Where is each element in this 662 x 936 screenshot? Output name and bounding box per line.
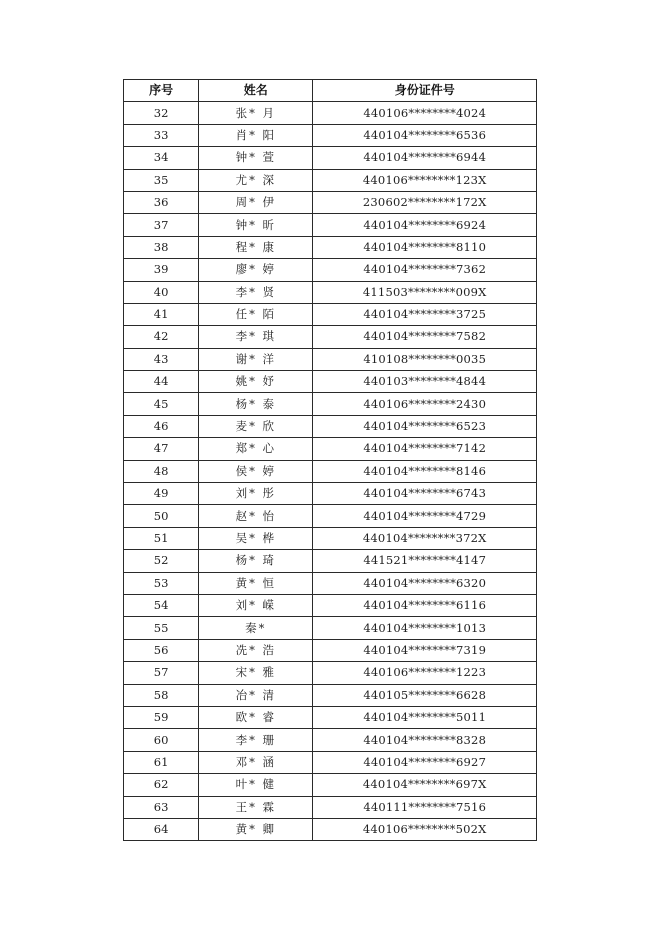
cell-id-number: 440104********6523: [313, 415, 537, 437]
cell-name: 杨* 泰: [199, 393, 313, 415]
cell-id-number: 440104********6944: [313, 147, 537, 169]
cell-id-number: 440106********1223: [313, 662, 537, 684]
table-row: [124, 818, 537, 840]
table-body: [124, 102, 537, 841]
cell-id-number: 440104********3725: [313, 303, 537, 325]
table-row: [124, 214, 537, 236]
table-row: [124, 550, 537, 572]
cell-seq: 40: [124, 281, 199, 303]
cell-id-number: 440103********4844: [313, 371, 537, 393]
table-row: [124, 662, 537, 684]
cell-name: 钟* 萱: [199, 147, 313, 169]
table-row: [124, 483, 537, 505]
roster-table: [123, 79, 537, 841]
table-row: [124, 259, 537, 281]
cell-id-number: 440104********7362: [313, 259, 537, 281]
cell-name: 钟* 昕: [199, 214, 313, 236]
table-row: [124, 617, 537, 639]
cell-name: 郑* 心: [199, 438, 313, 460]
cell-seq: 63: [124, 796, 199, 818]
cell-id-number: 440106********2430: [313, 393, 537, 415]
cell-id-number: 440104********7142: [313, 438, 537, 460]
cell-seq: 46: [124, 415, 199, 437]
cell-name: 程* 康: [199, 236, 313, 258]
cell-name: 冶* 清: [199, 684, 313, 706]
table-row: [124, 326, 537, 348]
cell-seq: 39: [124, 259, 199, 281]
cell-seq: 48: [124, 460, 199, 482]
cell-name: 黄* 恒: [199, 572, 313, 594]
table-row: [124, 706, 537, 728]
cell-name: 侯* 婷: [199, 460, 313, 482]
table-header-row: [124, 80, 537, 102]
cell-name: 刘* 嵘: [199, 594, 313, 616]
cell-name: 任* 陌: [199, 303, 313, 325]
table-row: [124, 505, 537, 527]
cell-name: 王* 霖: [199, 796, 313, 818]
table-row: [124, 393, 537, 415]
header-id-number: 身份证件号: [313, 80, 537, 102]
cell-name: 吴* 桦: [199, 527, 313, 549]
cell-id-number: 440104********4729: [313, 505, 537, 527]
cell-name: 麦* 欣: [199, 415, 313, 437]
table-row: [124, 572, 537, 594]
cell-seq: 57: [124, 662, 199, 684]
table-row: [124, 303, 537, 325]
cell-id-number: 440104********372X: [313, 527, 537, 549]
cell-id-number: 440104********697X: [313, 774, 537, 796]
cell-name: 姚* 妤: [199, 371, 313, 393]
cell-id-number: 440104********6743: [313, 483, 537, 505]
cell-name: 尤* 深: [199, 169, 313, 191]
cell-id-number: 440106********123X: [313, 169, 537, 191]
table-row: [124, 236, 537, 258]
table-row: [124, 169, 537, 191]
table-row: [124, 594, 537, 616]
cell-id-number: 411503********009X: [313, 281, 537, 303]
cell-name: 赵* 怡: [199, 505, 313, 527]
cell-id-number: 440104********6924: [313, 214, 537, 236]
cell-name: 张* 月: [199, 102, 313, 124]
table-row: [124, 774, 537, 796]
table-row: [124, 796, 537, 818]
header-name: 姓名: [199, 80, 313, 102]
cell-id-number: 440104********1013: [313, 617, 537, 639]
cell-seq: 53: [124, 572, 199, 594]
cell-seq: 60: [124, 729, 199, 751]
cell-id-number: 440104********7319: [313, 639, 537, 661]
cell-seq: 36: [124, 191, 199, 213]
table-row: [124, 348, 537, 370]
cell-seq: 55: [124, 617, 199, 639]
cell-seq: 32: [124, 102, 199, 124]
cell-name: 李* 贤: [199, 281, 313, 303]
cell-id-number: 440104********6536: [313, 124, 537, 146]
cell-seq: 47: [124, 438, 199, 460]
cell-name: 叶* 健: [199, 774, 313, 796]
table-row: [124, 751, 537, 773]
cell-id-number: 440104********7582: [313, 326, 537, 348]
cell-name: 肖* 阳: [199, 124, 313, 146]
table-row: [124, 438, 537, 460]
cell-id-number: 440104********8110: [313, 236, 537, 258]
cell-id-number: 440104********8146: [313, 460, 537, 482]
cell-id-number: 440104********5011: [313, 706, 537, 728]
table-row: [124, 729, 537, 751]
cell-name: 欧* 睿: [199, 706, 313, 728]
cell-seq: 49: [124, 483, 199, 505]
cell-name: 李* 琪: [199, 326, 313, 348]
cell-seq: 33: [124, 124, 199, 146]
cell-seq: 35: [124, 169, 199, 191]
cell-seq: 50: [124, 505, 199, 527]
cell-seq: 34: [124, 147, 199, 169]
cell-id-number: 440106********502X: [313, 818, 537, 840]
cell-name: 杨* 琦: [199, 550, 313, 572]
header-seq: 序号: [124, 80, 199, 102]
cell-name: 李* 珊: [199, 729, 313, 751]
table-row: [124, 147, 537, 169]
cell-id-number: 440104********6320: [313, 572, 537, 594]
cell-id-number: 410108********0035: [313, 348, 537, 370]
cell-seq: 52: [124, 550, 199, 572]
cell-seq: 51: [124, 527, 199, 549]
cell-name: 冼* 浩: [199, 639, 313, 661]
table-row: [124, 684, 537, 706]
table-row: [124, 124, 537, 146]
cell-name: 秦*: [199, 617, 313, 639]
cell-seq: 54: [124, 594, 199, 616]
cell-seq: 44: [124, 371, 199, 393]
cell-seq: 56: [124, 639, 199, 661]
cell-name: 邓* 涵: [199, 751, 313, 773]
table-row: [124, 102, 537, 124]
cell-id-number: 440105********6628: [313, 684, 537, 706]
cell-seq: 43: [124, 348, 199, 370]
cell-id-number: 441521********4147: [313, 550, 537, 572]
cell-name: 黄* 卿: [199, 818, 313, 840]
cell-name: 周* 伊: [199, 191, 313, 213]
table-row: [124, 460, 537, 482]
cell-id-number: 230602********172X: [313, 191, 537, 213]
cell-seq: 41: [124, 303, 199, 325]
cell-id-number: 440106********4024: [313, 102, 537, 124]
cell-name: 刘* 彤: [199, 483, 313, 505]
cell-seq: 58: [124, 684, 199, 706]
table-row: [124, 415, 537, 437]
cell-name: 宋* 雅: [199, 662, 313, 684]
cell-seq: 42: [124, 326, 199, 348]
cell-seq: 59: [124, 706, 199, 728]
table-row: [124, 527, 537, 549]
table-row: [124, 371, 537, 393]
cell-name: 廖* 婷: [199, 259, 313, 281]
cell-id-number: 440111********7516: [313, 796, 537, 818]
cell-seq: 61: [124, 751, 199, 773]
cell-seq: 45: [124, 393, 199, 415]
cell-seq: 62: [124, 774, 199, 796]
table-row: [124, 639, 537, 661]
table-row: [124, 281, 537, 303]
cell-id-number: 440104********6927: [313, 751, 537, 773]
cell-seq: 64: [124, 818, 199, 840]
cell-id-number: 440104********6116: [313, 594, 537, 616]
cell-id-number: 440104********8328: [313, 729, 537, 751]
table-row: [124, 191, 537, 213]
cell-name: 谢* 洋: [199, 348, 313, 370]
cell-seq: 37: [124, 214, 199, 236]
cell-seq: 38: [124, 236, 199, 258]
